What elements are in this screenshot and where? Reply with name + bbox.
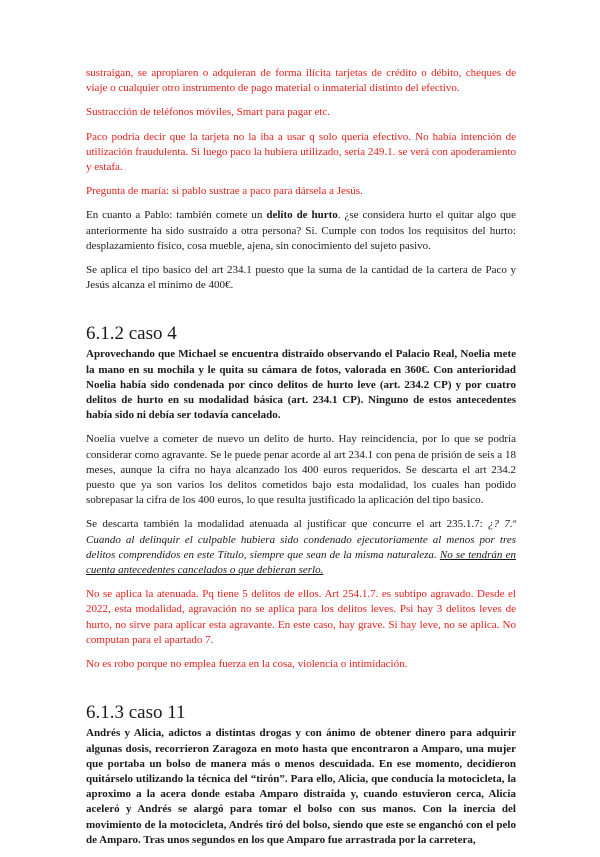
heading-caso-11: 6.1.3 caso 11 (86, 702, 186, 724)
paragraph-noelia-analysis: Noelia vuelve a cometer de nuevo un delito de hurto. Hay reincidencia, por lo que se podría considerar como agravante. Se le puede penar acorde al art 234.1 con pena de prisión de seis a 18 meses, aunque la cifra no haya alcanzado los 400 euros requeridos. Se descarta el art 234.2 puesto que ya son varios los delitos cometidos bajo esta modalidad, los cuales han podido sobrepasar la cifra de los 400 euros, lo que resulta justificado la aplicación del tipo basico. (86, 433, 516, 507)
paragraph-basic-type: Se aplica el tipo basico del art 234.1 puesto que la suma de la cantidad de la cartera de Paco y Jesús alcanza el mínimo de 400€. (86, 264, 516, 292)
atenuada-text-quote: ¿? 7.º Cuando al delinquir el culpable hubiera sido condenado ejecutoriamente al menos por tres delitos comprendidos en este Título, siempre que sean de la misma naturaleza. (86, 518, 516, 561)
paragraph-pablo-analysis (86, 208, 516, 254)
atenuada-text-underlined: No se tendrán en cuenta antecedentes cancelados o que debieran serlo. (86, 548, 516, 577)
note-maria-question: Pregunta de maría: si pablo sustrae a paco para dársela a Jesús. (86, 185, 363, 198)
pablo-text-start: En cuanto a Pablo: también comete un (86, 209, 267, 222)
atenuada-text-start: Se descarta también la modalidad atenuada al justificar que concurre el art 235.1.7: (86, 518, 489, 531)
paragraph-atenuada-discard (86, 517, 516, 578)
pablo-text-bold: delito de hurto (266, 209, 338, 222)
caso-11-statement: Andrés y Alicia, adictos a distintas drogas y con ánimo de obtener dinero para adquirir algunas dosis, recorrieron Zaragoza en moto hasta que encontraron a Amparo, una mujer que portaba un bolso de manera más o menos descuidada. En ese momento, decidieron quitárselo utilizando la técnica del “tirón”. Para ello, Alicia, que conducía la motocicleta, la aproximo a la acera donde estaba Amparo distraída y, cuando estuvieron cerca, Alicia aceleró y Andrés se alargó para tomar el bolso con sus manos. Con la inercia del movimiento de la motocicleta, Andrés tiró del bolso, siendo que este se enganchó con el pelo de Amparo. Tras unos segundos en los que Amparo fue arrastrada por la carretera, (86, 727, 516, 846)
page-content (86, 66, 516, 857)
pablo-text-end: . ¿se considera hurto el quitar algo que anteriormente ha sido sustraído a otra persona? Si. Cumple con todos los requisitos del hurto: desplazamiento físico, cosa mueble, ajena, sin conocimiento del sujeto pasivo. (86, 209, 516, 252)
note-mobile-theft: Sustracción de teléfonos móviles, Smart para pagar etc. (86, 106, 331, 119)
paragraph-intro-continuation: sustraigan, se apropiaren o adquieran de forma ilícita tarjetas de crédito o débito, cheques de viaje o cualquier otro instrumento de pago material o inmaterial distinto del efectivo. (86, 67, 516, 95)
caso-4-statement: Aprovechando que Michael se encuentra distraído observando el Palacio Real, Noelia mete la mano en su mochila y le quita su cámara de fotos, valorada en 360€. Con anterioridad Noelia había sido condenada por cinco delitos de hurto leve (art. 234.2 CP) y por cuatro delitos de hurto en su modalidad básica (art. 234.1 CP). Ninguno de estos antecedentes había sido ni debía ser todavía cancelado. (86, 348, 516, 422)
heading-caso-4: 6.1.2 caso 4 (86, 323, 177, 345)
note-not-robbery: No es robo porque no emplea fuerza en la cosa, violencia o intimidación. (86, 658, 408, 671)
note-atenuada: No se aplica la atenuada. Pq tiene 5 delitos de ellos. Art 254.1.7. es subtipo agravado. Desde el 2022, esta modalidad, agravación no se aplica para los delitos leves. Psi hay 3 delitos leves de hurto, no sirve para aplicar esta agravante. En este caso, hay grave. Si hay leve, no se aplica. No computan para el apartado 7. (86, 588, 516, 646)
note-paco-card: Paco podría decir que la tarjeta no la iba a usar q solo quería efectivo. No había intención de utilización fraudulenta. Si luego paco la hubiera utilizado, seria 249.1. se verá con apoderamiento y estafa. (86, 130, 516, 174)
